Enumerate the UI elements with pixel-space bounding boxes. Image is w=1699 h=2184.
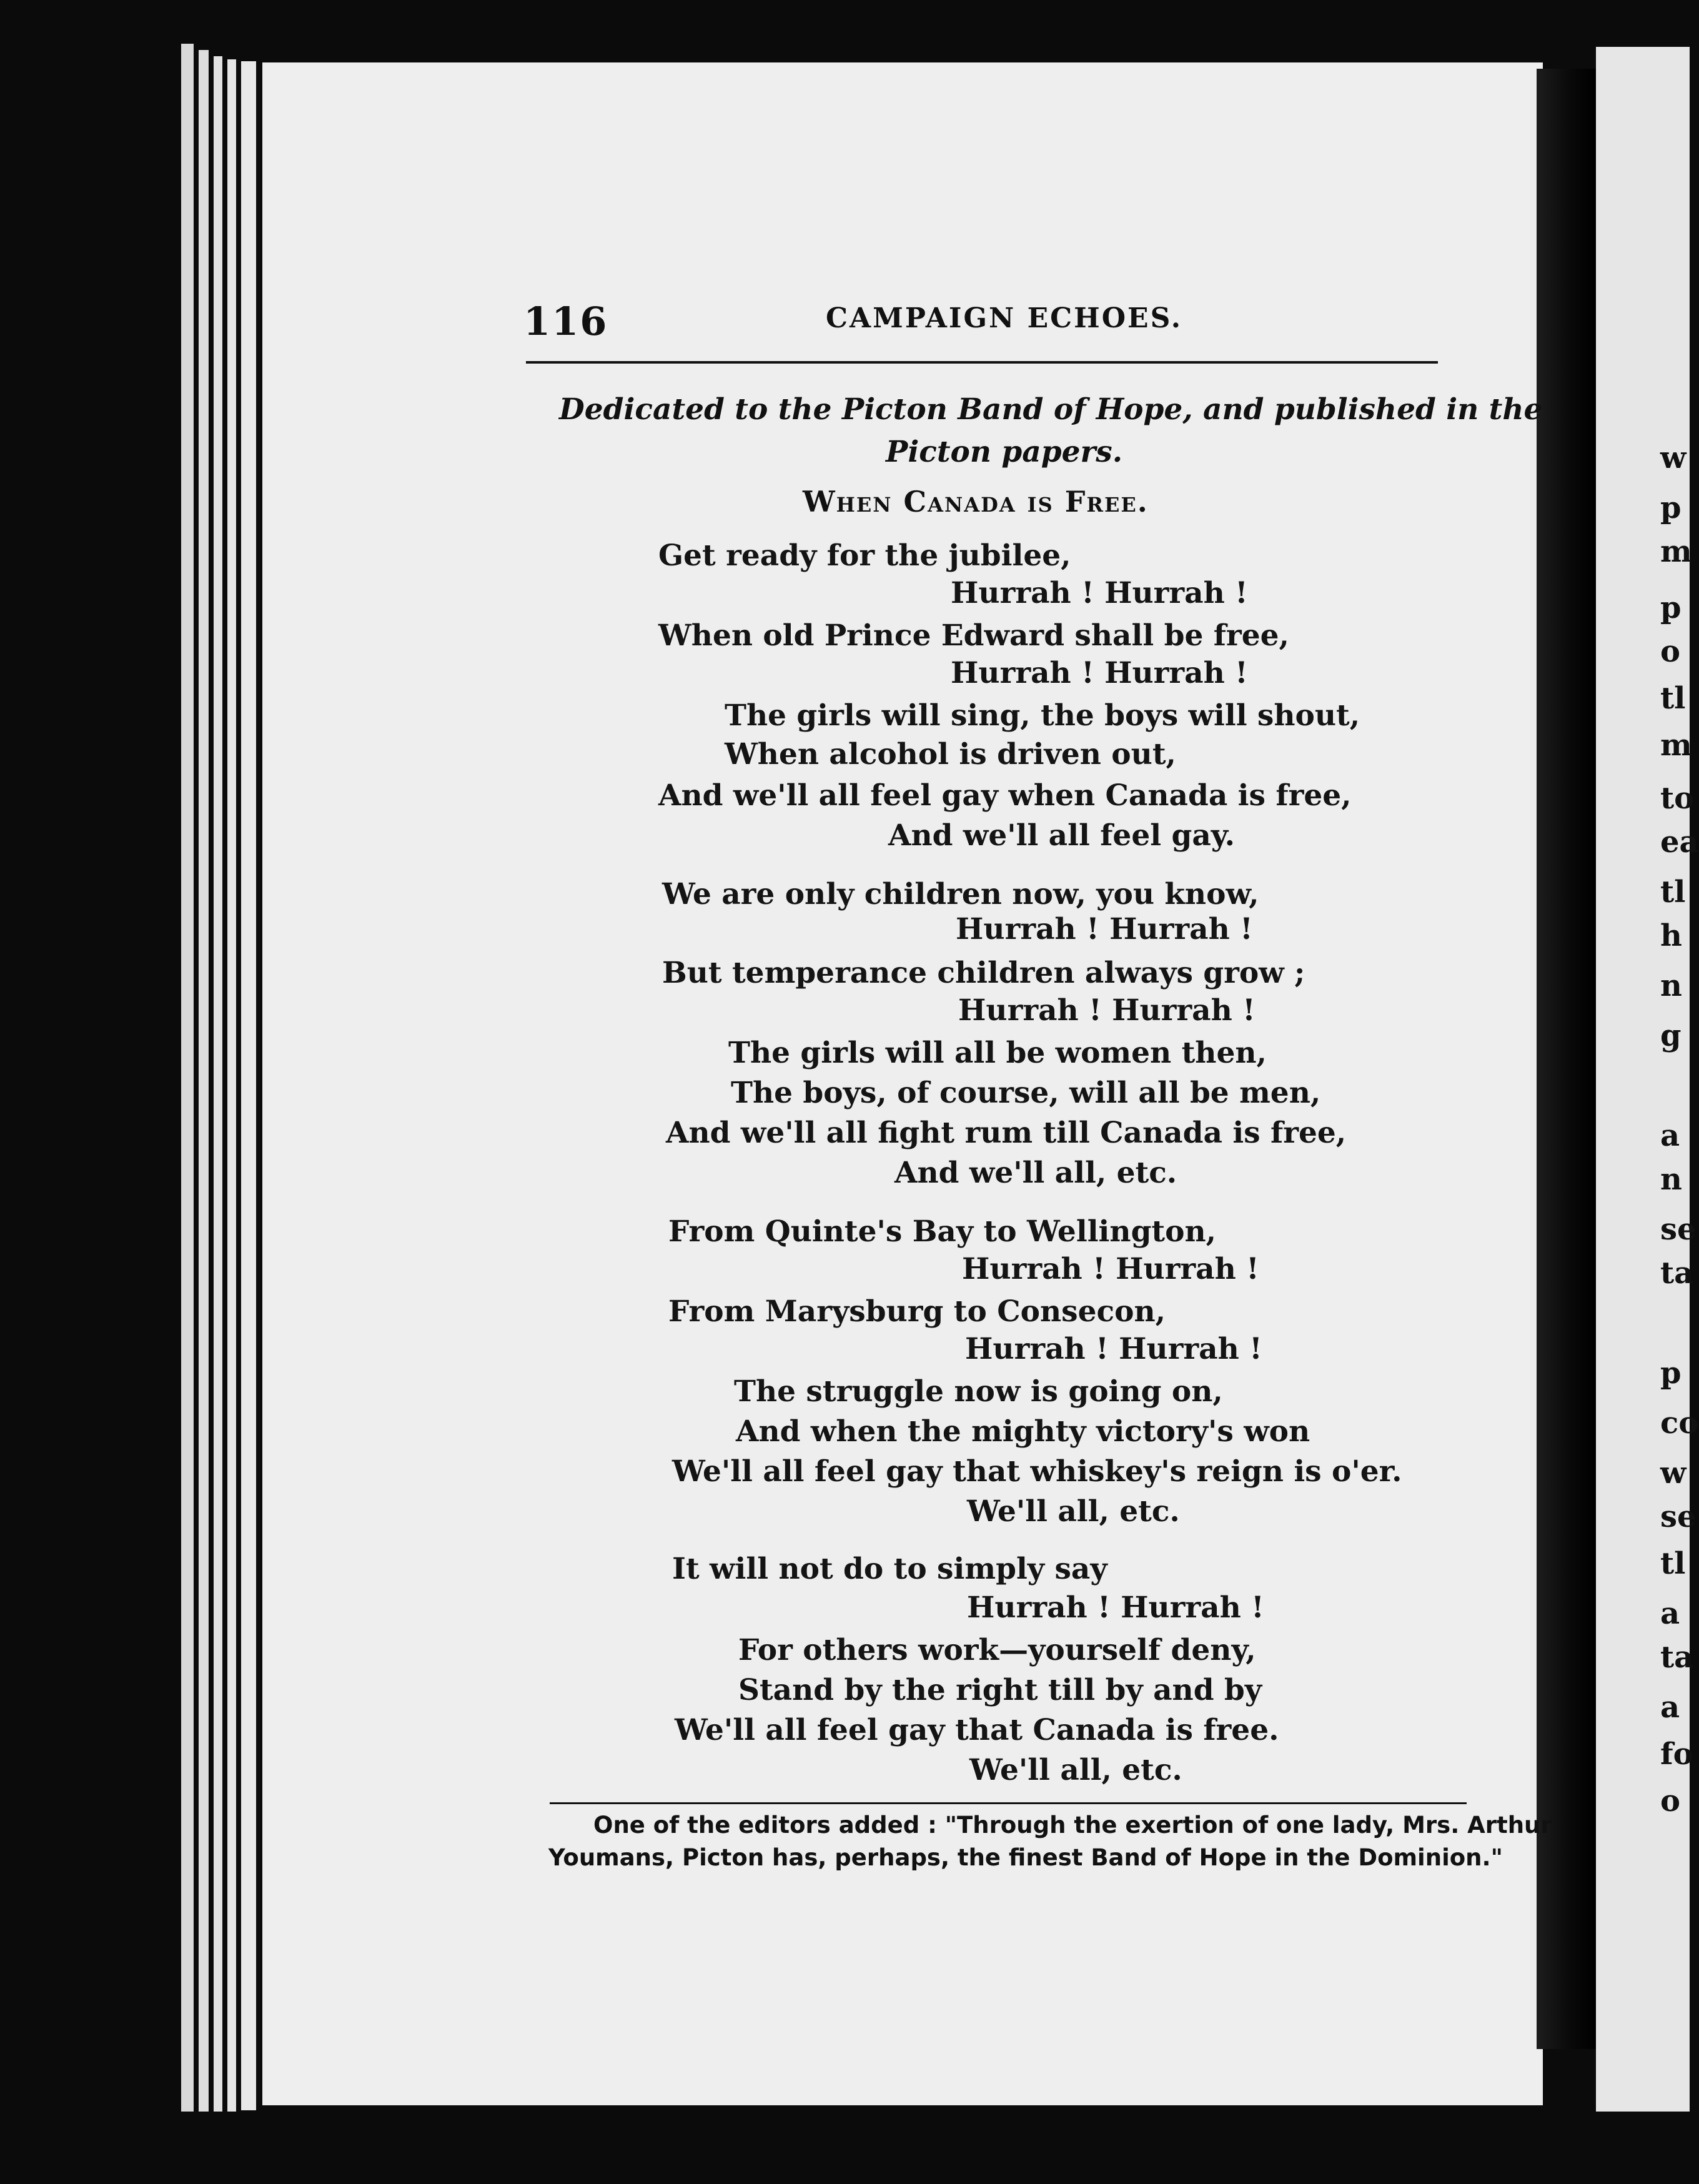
next-page-fragment: n bbox=[1660, 968, 1682, 1003]
dedication-line: Picton papers. bbox=[886, 435, 1123, 469]
poem-line: For others work—yourself deny, bbox=[738, 1633, 1256, 1667]
poem-line: Hurrah ! Hurrah ! bbox=[965, 1332, 1262, 1366]
next-page-fragment: ta bbox=[1660, 1256, 1694, 1291]
poem-line: Hurrah ! Hurrah ! bbox=[962, 1252, 1259, 1286]
poem-line: We'll all feel gay that Canada is free. bbox=[675, 1713, 1279, 1747]
footnote-line: One of the editors added : "Through the exertion of one lady, Mrs. Arthur bbox=[593, 1812, 1552, 1839]
next-page-fragment: o bbox=[1660, 1784, 1681, 1819]
next-page-fragment: co bbox=[1660, 1406, 1699, 1441]
poem-line: Stand by the right till by and by bbox=[738, 1673, 1262, 1707]
next-page-fragment: tl bbox=[1660, 681, 1686, 716]
next-page-fragment: m bbox=[1660, 728, 1692, 763]
next-page-fragment: a bbox=[1660, 1690, 1680, 1725]
next-page-fragment: m bbox=[1660, 534, 1692, 569]
poem-line: And we'll all, etc. bbox=[894, 1156, 1177, 1190]
poem-line: It will not do to simply say bbox=[672, 1552, 1107, 1586]
poem-line: Hurrah ! Hurrah ! bbox=[967, 1591, 1264, 1625]
next-page-fragment: w bbox=[1660, 1456, 1687, 1491]
poem-line: And we'll all feel gay. bbox=[888, 818, 1236, 853]
next-page-fragment: p bbox=[1660, 590, 1682, 625]
page-stack-edge bbox=[241, 61, 256, 2110]
poem-line: And when the mighty victory's won bbox=[736, 1414, 1310, 1449]
footnote-rule bbox=[550, 1802, 1467, 1804]
next-page-fragment: ea bbox=[1660, 825, 1699, 860]
next-page-fragment: tl bbox=[1660, 1546, 1686, 1581]
poem-line: Hurrah ! Hurrah ! bbox=[958, 993, 1256, 1028]
poem-line: Get ready for the jubilee, bbox=[658, 539, 1071, 573]
poem-line: The struggle now is going on, bbox=[734, 1374, 1223, 1409]
poem-line: Hurrah ! Hurrah ! bbox=[956, 912, 1253, 946]
poem-line: When alcohol is driven out, bbox=[725, 737, 1176, 772]
poem-line: Hurrah ! Hurrah ! bbox=[951, 576, 1248, 610]
next-page-fragment: o bbox=[1660, 634, 1681, 669]
next-page-fragment: p bbox=[1660, 1356, 1682, 1391]
poem-line: When old Prince Edward shall be free, bbox=[658, 618, 1289, 653]
poem-line: We'll all, etc. bbox=[969, 1753, 1182, 1787]
next-page-fragment: ta bbox=[1660, 1640, 1694, 1675]
poem-line: But temperance children always grow ; bbox=[662, 956, 1305, 990]
poem-line: We are only children now, you know, bbox=[662, 877, 1259, 911]
page-stack-edge bbox=[181, 44, 194, 2112]
running-title: CAMPAIGN ECHOES. bbox=[826, 302, 1183, 334]
poem-line: We'll all, etc. bbox=[967, 1494, 1180, 1529]
poem-line: The girls will sing, the boys will shout, bbox=[725, 698, 1360, 733]
page-stack-edge bbox=[199, 50, 209, 2112]
next-page-fragment: tl bbox=[1660, 875, 1686, 910]
poem-line: The girls will all be women then, bbox=[728, 1036, 1267, 1070]
poem-line: From Marysburg to Consecon, bbox=[668, 1294, 1166, 1329]
next-page-fragment: w bbox=[1660, 440, 1687, 475]
next-page-fragment: se bbox=[1660, 1212, 1697, 1247]
next-page-fragment: a bbox=[1660, 1596, 1680, 1631]
poem-line: We'll all feel gay that whiskey's reign is o'er. bbox=[672, 1454, 1402, 1489]
next-page-fragment: h bbox=[1660, 918, 1682, 953]
poem-line: Hurrah ! Hurrah ! bbox=[951, 656, 1248, 690]
poem-line: From Quinte's Bay to Wellington, bbox=[668, 1214, 1217, 1249]
next-page-fragment: p bbox=[1660, 490, 1682, 525]
poem-line: The boys, of course, will all be men, bbox=[731, 1076, 1321, 1110]
next-page-fragment: fo bbox=[1660, 1737, 1693, 1772]
next-page-fragment: to bbox=[1660, 781, 1695, 816]
next-page-fragment: a bbox=[1660, 1118, 1680, 1153]
next-page-fragment: se bbox=[1660, 1499, 1697, 1534]
page-stack-edge bbox=[214, 56, 222, 2112]
next-page-fragment: n bbox=[1660, 1162, 1682, 1197]
page-stack-edge bbox=[227, 59, 236, 2112]
page-number: 116 bbox=[523, 299, 608, 344]
next-page-fragment: g bbox=[1660, 1018, 1682, 1053]
book-gutter bbox=[1537, 69, 1596, 2049]
poem-line: And we'll all feel gay when Canada is free, bbox=[658, 778, 1352, 813]
poem-title: When Canada is Free. bbox=[803, 485, 1149, 519]
poem-line: And we'll all fight rum till Canada is free, bbox=[666, 1116, 1347, 1150]
header-rule bbox=[526, 361, 1438, 364]
dedication-line: Dedicated to the Picton Band of Hope, and published in the bbox=[559, 392, 1543, 427]
footnote-line: Youmans, Picton has, perhaps, the finest Band of Hope in the Dominion." bbox=[548, 1844, 1503, 1871]
